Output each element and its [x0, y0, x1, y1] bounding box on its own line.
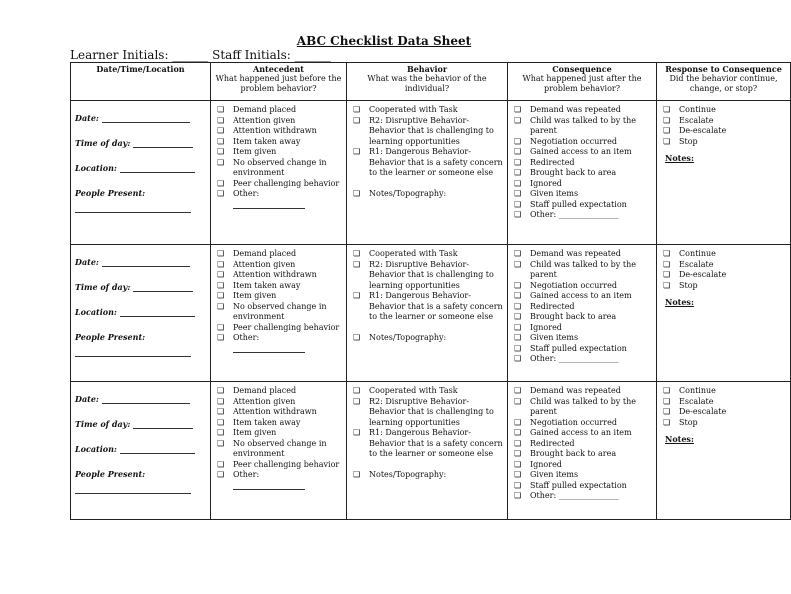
behavior-cell: [347, 245, 508, 382]
consequence-option-label: Demand was repeated: [530, 386, 621, 395]
consequence-option[interactable]: [512, 249, 652, 260]
date-time-location-cell: [71, 101, 211, 245]
checkbox-icon[interactable]: ❏: [514, 417, 522, 427]
antecedent-option-label: Attention withdrawn: [233, 126, 317, 135]
time-field[interactable]: Time of day:: [75, 282, 206, 292]
header-date-time-location: Date/Time/Location: [71, 63, 211, 101]
consequence-checklist: [512, 386, 652, 502]
page-title: ABC Checklist Data Sheet: [296, 34, 472, 48]
antecedent-option[interactable]: [215, 105, 342, 116]
consequence-option-label: Negotiation occurred: [530, 417, 617, 427]
other-line[interactable]: [233, 200, 305, 209]
consequence-option[interactable]: [512, 302, 652, 313]
behavior-option-label: R2: Disruptive Behavior- Behavior that is challenging to learning opportunities: [369, 115, 494, 146]
consequence-option-label: Redirected: [530, 301, 575, 311]
consequence-option[interactable]: [512, 354, 652, 365]
antecedent-option[interactable]: [215, 386, 342, 397]
antecedent-checklist: [215, 386, 342, 490]
checkbox-icon[interactable]: ❏: [663, 396, 671, 406]
consequence-option[interactable]: [512, 158, 652, 169]
consequence-option-label: Given items: [530, 470, 579, 479]
checkbox-icon[interactable]: ❏: [514, 259, 522, 269]
response-option-label: De-escalate: [679, 270, 727, 279]
checkbox-icon[interactable]: ❏: [217, 396, 225, 406]
antecedent-option[interactable]: [215, 158, 342, 179]
checkbox-icon[interactable]: ❏: [514, 157, 522, 167]
consequence-option-label: Gained access to an item: [530, 147, 632, 156]
notes-label: Notes:: [665, 153, 694, 163]
behavior-cell: [347, 101, 508, 245]
other-line[interactable]: [233, 481, 305, 490]
antecedent-option-label: Attention given: [233, 259, 296, 269]
checkbox-icon[interactable]: ❏: [514, 438, 522, 448]
date-field[interactable]: Date:: [75, 113, 206, 123]
consequence-option[interactable]: [512, 439, 652, 450]
behavior-notes-label: Notes/Topography:: [369, 469, 447, 479]
consequence-option[interactable]: [512, 189, 652, 200]
antecedent-option-label: Demand placed: [233, 386, 297, 395]
checkbox-icon[interactable]: ❏: [663, 259, 671, 269]
consequence-option-label: Staff pulled expectation: [530, 343, 627, 353]
time-field[interactable]: Time of day:: [75, 138, 206, 148]
checkbox-icon[interactable]: ❏: [217, 280, 225, 290]
antecedent-option-label: Other:: [233, 333, 260, 342]
checkbox-icon[interactable]: ❏: [514, 322, 522, 332]
checkbox-icon[interactable]: ❏: [217, 333, 225, 342]
antecedent-option-label: Attention given: [233, 396, 296, 406]
checkbox-icon[interactable]: ❏: [217, 322, 225, 332]
antecedent-option-label: Attention withdrawn: [233, 407, 317, 416]
consequence-option-label: Negotiation occurred: [530, 136, 617, 146]
consequence-option-label: Staff pulled expectation: [530, 199, 627, 209]
behavior-option-label: R2: Disruptive Behavior- Behavior that is challenging to learning opportunities: [369, 259, 494, 290]
consequence-checklist: [512, 249, 652, 365]
antecedent-option-label: Demand placed: [233, 249, 297, 258]
checkbox-icon[interactable]: ❏: [514, 386, 522, 395]
checkbox-icon[interactable]: ❏: [217, 301, 225, 311]
antecedent-option[interactable]: [215, 249, 342, 260]
checkbox-icon[interactable]: ❏: [217, 259, 225, 269]
consequence-option[interactable]: [512, 481, 652, 492]
antecedent-option[interactable]: [215, 302, 342, 323]
consequence-option[interactable]: [512, 168, 652, 179]
time-field[interactable]: Time of day:: [75, 419, 206, 429]
checkbox-icon[interactable]: ❏: [663, 280, 671, 290]
response-option[interactable]: [661, 126, 786, 137]
consequence-option[interactable]: [512, 312, 652, 323]
antecedent-option[interactable]: [215, 397, 342, 408]
consequence-option-label: Demand was repeated: [530, 105, 621, 114]
checkbox-icon[interactable]: ❏: [514, 449, 522, 458]
consequence-option[interactable]: [512, 179, 652, 190]
antecedent-option[interactable]: [215, 407, 342, 418]
response-option-label: Continue: [679, 386, 716, 395]
antecedent-option[interactable]: [215, 116, 342, 127]
header-response: Response to Consequence Did the behavior continue, change, or stop?: [657, 63, 791, 101]
checkbox-icon[interactable]: ❏: [663, 249, 671, 258]
response-option[interactable]: [661, 260, 786, 271]
antecedent-option-label: Attention given: [233, 115, 296, 125]
consequence-option[interactable]: [512, 491, 652, 502]
response-option[interactable]: [661, 281, 786, 292]
checkbox-icon[interactable]: ❏: [514, 396, 522, 406]
consequence-option-label: Ignored: [530, 178, 562, 188]
consequence-cell: [508, 245, 657, 382]
behavior-option[interactable]: [351, 147, 503, 179]
checkbox-icon[interactable]: ❏: [217, 136, 225, 146]
checkbox-icon[interactable]: ❏: [217, 126, 225, 135]
checkbox-icon[interactable]: ❏: [663, 136, 671, 146]
consequence-option[interactable]: [512, 397, 652, 418]
consequence-option-label: Given items: [530, 189, 579, 198]
response-checklist: [661, 105, 786, 147]
checkbox-icon[interactable]: ❏: [217, 386, 225, 395]
checkbox-icon[interactable]: ❏: [514, 343, 522, 353]
consequence-option[interactable]: [512, 386, 652, 397]
response-cell: [657, 382, 791, 520]
checkbox-icon[interactable]: ❏: [353, 428, 361, 437]
checkbox-icon[interactable]: ❏: [353, 469, 361, 479]
behavior-option-label: R1: Dangerous Behavior- Behavior that is a safety concern to the learner or someone else: [369, 291, 503, 321]
response-option-label: Stop: [679, 280, 698, 290]
consequence-option-label: Redirected: [530, 157, 575, 167]
antecedent-option-label: Demand placed: [233, 105, 297, 114]
behavior-notes-option[interactable]: [351, 189, 503, 200]
behavior-option[interactable]: [351, 386, 503, 397]
consequence-option[interactable]: [512, 200, 652, 211]
response-option-label: Escalate: [679, 115, 714, 125]
checkbox-icon[interactable]: ❏: [514, 470, 522, 479]
antecedent-option-label: Peer challenging behavior: [233, 322, 340, 332]
checkbox-icon[interactable]: ❏: [353, 147, 361, 156]
checkbox-icon[interactable]: ❏: [514, 147, 522, 156]
checkbox-icon[interactable]: ❏: [217, 157, 225, 167]
response-option[interactable]: [661, 270, 786, 281]
notes-label: Notes:: [665, 434, 694, 444]
checkbox-icon[interactable]: ❏: [353, 115, 361, 125]
consequence-option[interactable]: [512, 260, 652, 281]
checkbox-icon[interactable]: ❏: [514, 301, 522, 311]
checkbox-icon[interactable]: ❏: [217, 470, 225, 479]
consequence-option-label: Gained access to an item: [530, 428, 632, 437]
checkbox-icon[interactable]: ❏: [514, 115, 522, 125]
response-option-label: Escalate: [679, 259, 714, 269]
checkbox-icon[interactable]: ❏: [217, 459, 225, 469]
checkbox-icon[interactable]: ❏: [663, 386, 671, 395]
checkbox-icon[interactable]: ❏: [353, 291, 361, 300]
checkbox-icon[interactable]: ❏: [514, 480, 522, 490]
behavior-checklist: [351, 386, 503, 460]
antecedent-option[interactable]: [215, 418, 342, 429]
consequence-option[interactable]: [512, 344, 652, 355]
entry-row: [71, 245, 791, 382]
antecedent-option-label: Item given: [233, 428, 277, 437]
consequence-option[interactable]: [512, 449, 652, 460]
checkbox-icon[interactable]: ❏: [514, 312, 522, 321]
checkbox-icon[interactable]: ❏: [217, 428, 225, 437]
checkbox-icon[interactable]: ❏: [353, 396, 361, 406]
antecedent-option-label: Item taken away: [233, 136, 301, 146]
behavior-notes-label: Notes/Topography:: [369, 332, 447, 342]
consequence-option[interactable]: [512, 105, 652, 116]
location-field[interactable]: Location:: [75, 307, 206, 317]
antecedent-option[interactable]: [215, 189, 342, 200]
response-option[interactable]: [661, 397, 786, 408]
consequence-option[interactable]: [512, 147, 652, 158]
behavior-option[interactable]: [351, 249, 503, 260]
location-field[interactable]: Location:: [75, 444, 206, 454]
antecedent-option[interactable]: [215, 323, 342, 334]
response-option-label: Stop: [679, 417, 698, 427]
checkbox-icon[interactable]: ❏: [663, 105, 671, 114]
checkbox-icon[interactable]: ❏: [514, 210, 522, 219]
antecedent-option-label: No observed change in environment: [233, 301, 327, 321]
consequence-option-label: Child was talked to by the parent: [530, 259, 636, 279]
checkbox-icon[interactable]: ❏: [514, 199, 522, 209]
antecedent-checklist: [215, 105, 342, 209]
consequence-option[interactable]: [512, 333, 652, 344]
checkbox-icon[interactable]: ❏: [514, 491, 522, 500]
checkbox-icon[interactable]: ❏: [514, 136, 522, 146]
consequence-cell: [508, 382, 657, 520]
response-option-label: Stop: [679, 136, 698, 146]
antecedent-option-label: Item taken away: [233, 280, 301, 290]
checkbox-icon[interactable]: ❏: [663, 126, 671, 135]
checkbox-icon[interactable]: ❏: [217, 249, 225, 258]
consequence-cell: [508, 101, 657, 245]
antecedent-option[interactable]: [215, 428, 342, 439]
antecedent-option-label: Item taken away: [233, 417, 301, 427]
behavior-option[interactable]: [351, 291, 503, 323]
checkbox-icon[interactable]: ❏: [514, 291, 522, 300]
response-option-label: Escalate: [679, 396, 714, 406]
checkbox-icon[interactable]: ❏: [663, 270, 671, 279]
checkbox-icon[interactable]: ❏: [514, 459, 522, 469]
checkbox-icon[interactable]: ❏: [217, 178, 225, 188]
response-checklist: [661, 249, 786, 291]
checkbox-icon[interactable]: ❏: [353, 386, 361, 395]
antecedent-option[interactable]: [215, 460, 342, 471]
response-option-label: Continue: [679, 249, 716, 258]
antecedent-option-label: No observed change in environment: [233, 157, 327, 177]
consequence-option-label: Other: _______________: [530, 210, 619, 219]
antecedent-option[interactable]: [215, 137, 342, 148]
checkbox-icon[interactable]: ❏: [514, 249, 522, 258]
checkbox-icon[interactable]: ❏: [217, 189, 225, 198]
antecedent-option[interactable]: [215, 291, 342, 302]
response-cell: [657, 245, 791, 382]
consequence-option[interactable]: [512, 210, 652, 221]
entry-row: [71, 101, 791, 245]
checkbox-icon[interactable]: ❏: [514, 168, 522, 177]
consequence-option-label: Child was talked to by the parent: [530, 115, 636, 135]
consequence-option[interactable]: [512, 137, 652, 148]
checkbox-icon[interactable]: ❏: [514, 333, 522, 342]
checkbox-icon[interactable]: ❏: [353, 259, 361, 269]
response-option[interactable]: [661, 137, 786, 148]
checkbox-icon[interactable]: ❏: [353, 249, 361, 258]
behavior-cell: [347, 382, 508, 520]
header-behavior: Behavior What was the behavior of the individual?: [347, 63, 508, 101]
checkbox-icon[interactable]: ❏: [514, 178, 522, 188]
consequence-option[interactable]: [512, 428, 652, 439]
antecedent-option[interactable]: [215, 270, 342, 281]
consequence-option-label: Other: _______________: [530, 354, 619, 363]
behavior-notes-option[interactable]: [351, 470, 503, 481]
antecedent-option[interactable]: [215, 260, 342, 271]
antecedent-option[interactable]: [215, 470, 342, 481]
checkbox-icon[interactable]: ❏: [217, 417, 225, 427]
checkbox-icon[interactable]: ❏: [353, 188, 361, 198]
response-option[interactable]: [661, 116, 786, 127]
response-option[interactable]: [661, 249, 786, 260]
consequence-option[interactable]: [512, 281, 652, 292]
date-time-location-cell: [71, 245, 211, 382]
antecedent-option-label: Other:: [233, 189, 260, 198]
consequence-option[interactable]: [512, 460, 652, 471]
consequence-option-label: Other: _______________: [530, 491, 619, 500]
response-option-label: De-escalate: [679, 126, 727, 135]
consequence-option[interactable]: [512, 470, 652, 481]
response-checklist: [661, 386, 786, 428]
checkbox-icon[interactable]: ❏: [514, 428, 522, 437]
checkbox-icon[interactable]: ❏: [663, 417, 671, 427]
consequence-option[interactable]: [512, 116, 652, 137]
antecedent-option[interactable]: [215, 126, 342, 137]
checkbox-icon[interactable]: ❏: [217, 147, 225, 156]
behavior-option[interactable]: [351, 260, 503, 292]
behavior-option-label: R1: Dangerous Behavior- Behavior that is a safety concern to the learner or someone else: [369, 147, 503, 177]
response-option[interactable]: [661, 386, 786, 397]
antecedent-option[interactable]: [215, 333, 342, 344]
antecedent-option[interactable]: [215, 147, 342, 158]
behavior-option[interactable]: [351, 105, 503, 116]
header-consequence: Consequence What happened just after the problem behavior?: [508, 63, 657, 101]
people-present-line[interactable]: [75, 202, 191, 213]
checkbox-icon[interactable]: ❏: [514, 354, 522, 363]
antecedent-cell: [211, 382, 347, 520]
people-present-field[interactable]: People Present:: [75, 188, 146, 198]
consequence-checklist: [512, 105, 652, 221]
antecedent-option[interactable]: [215, 439, 342, 460]
consequence-option-label: Brought back to area: [530, 312, 617, 321]
antecedent-option-label: No observed change in environment: [233, 438, 327, 458]
behavior-option-label: Cooperated with Task: [369, 249, 458, 258]
checkbox-icon[interactable]: ❏: [663, 115, 671, 125]
consequence-option-label: Negotiation occurred: [530, 280, 617, 290]
response-option[interactable]: [661, 418, 786, 429]
antecedent-cell: [211, 101, 347, 245]
people-present-line[interactable]: [75, 346, 191, 357]
antecedent-option-label: Item given: [233, 291, 277, 300]
consequence-option-label: Redirected: [530, 438, 575, 448]
antecedent-option-label: Peer challenging behavior: [233, 459, 340, 469]
behavior-notes-label: Notes/Topography:: [369, 188, 447, 198]
consequence-option-label: Brought back to area: [530, 449, 617, 458]
antecedent-option-label: Other:: [233, 470, 260, 479]
antecedent-option-label: Attention withdrawn: [233, 270, 317, 279]
checkbox-icon[interactable]: ❏: [353, 332, 361, 342]
consequence-option-label: Ignored: [530, 459, 562, 469]
checkbox-icon[interactable]: ❏: [217, 270, 225, 279]
behavior-option-label: R1: Dangerous Behavior- Behavior that is a safety concern to the learner or someone else: [369, 428, 503, 458]
behavior-option-label: Cooperated with Task: [369, 386, 458, 395]
consequence-option-label: Demand was repeated: [530, 249, 621, 258]
consequence-option-label: Given items: [530, 333, 579, 342]
checkbox-icon[interactable]: ❏: [217, 407, 225, 416]
initials-line: Learner Initials: ______ Staff Initials: ______: [70, 48, 331, 62]
location-field[interactable]: Location:: [75, 163, 206, 173]
checkbox-icon[interactable]: ❏: [514, 105, 522, 114]
people-present-line[interactable]: [75, 483, 191, 494]
response-option-label: De-escalate: [679, 407, 727, 416]
response-cell: [657, 101, 791, 245]
consequence-option[interactable]: [512, 418, 652, 429]
behavior-option[interactable]: [351, 428, 503, 460]
antecedent-option[interactable]: [215, 179, 342, 190]
checkbox-icon[interactable]: ❏: [353, 105, 361, 114]
antecedent-option-label: Peer challenging behavior: [233, 178, 340, 188]
antecedent-cell: [211, 245, 347, 382]
checkbox-icon[interactable]: ❏: [514, 189, 522, 198]
entry-row: [71, 382, 791, 520]
other-line[interactable]: [233, 344, 305, 353]
behavior-checklist: [351, 249, 503, 323]
consequence-option-label: Brought back to area: [530, 168, 617, 177]
checkbox-icon[interactable]: ❏: [217, 105, 225, 114]
date-field[interactable]: Date:: [75, 257, 206, 267]
checkbox-icon[interactable]: ❏: [663, 407, 671, 416]
consequence-option-label: Child was talked to by the parent: [530, 396, 636, 416]
consequence-option[interactable]: [512, 291, 652, 302]
response-option-label: Continue: [679, 105, 716, 114]
checkbox-icon[interactable]: ❏: [217, 115, 225, 125]
antecedent-option[interactable]: [215, 281, 342, 292]
header-antecedent: Antecedent What happened just before the problem behavior?: [211, 63, 347, 101]
behavior-option-label: Cooperated with Task: [369, 105, 458, 114]
consequence-option-label: Staff pulled expectation: [530, 480, 627, 490]
consequence-option-label: Gained access to an item: [530, 291, 632, 300]
behavior-option-label: R2: Disruptive Behavior- Behavior that is challenging to learning opportunities: [369, 396, 494, 427]
behavior-option[interactable]: [351, 397, 503, 429]
checkbox-icon[interactable]: ❏: [514, 280, 522, 290]
checkbox-icon[interactable]: ❏: [217, 438, 225, 448]
people-present-field[interactable]: People Present:: [75, 332, 146, 342]
consequence-option[interactable]: [512, 323, 652, 334]
response-option[interactable]: [661, 407, 786, 418]
checkbox-icon[interactable]: ❏: [217, 291, 225, 300]
behavior-checklist: [351, 105, 503, 179]
behavior-notes-option[interactable]: [351, 333, 503, 344]
antecedent-option-label: Item given: [233, 147, 277, 156]
header-row: [71, 63, 791, 101]
behavior-option[interactable]: [351, 116, 503, 148]
date-field[interactable]: Date:: [75, 394, 206, 404]
date-time-location-cell: [71, 382, 211, 520]
antecedent-checklist: [215, 249, 342, 353]
consequence-option-label: Ignored: [530, 322, 562, 332]
abc-table: [70, 62, 791, 520]
notes-label: Notes:: [665, 297, 694, 307]
people-present-field[interactable]: People Present:: [75, 469, 146, 479]
response-option[interactable]: [661, 105, 786, 116]
